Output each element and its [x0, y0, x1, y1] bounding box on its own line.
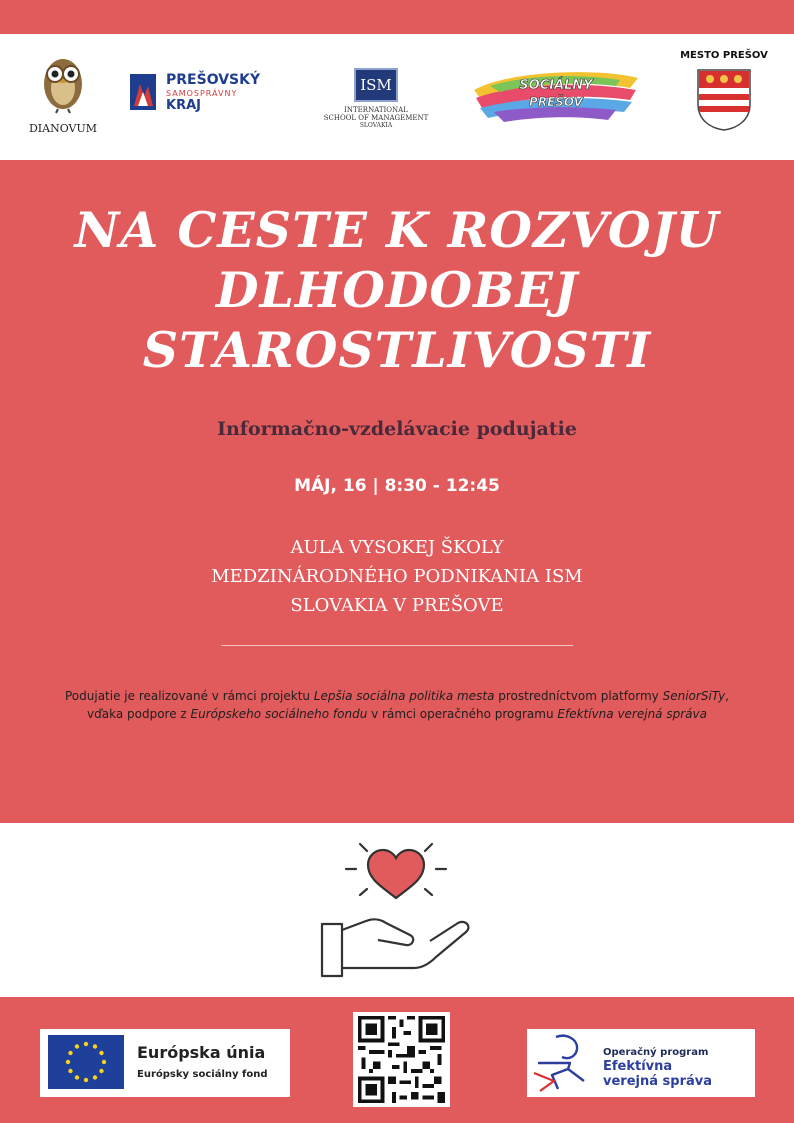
qr-code — [353, 1012, 450, 1107]
eu-label: Európska únia — [137, 1043, 266, 1062]
mesto-label: MESTO PREŠOV — [680, 50, 768, 61]
note-project-name: Lepšia sociálna politika mesta — [313, 689, 495, 703]
note-program-name: Efektívna verejná správa — [557, 707, 707, 721]
venue-line-1: AULA VYSOKEJ ŠKOLY — [290, 537, 504, 558]
ism-mark-text: ISM — [360, 76, 392, 94]
coat-of-arms-icon — [696, 68, 752, 132]
event-datetime: MÁJ, 16 | 8:30 - 12:45 — [294, 476, 500, 496]
op-name-line2: verejná správa — [603, 1074, 713, 1089]
kraj-line3: KRAJ — [166, 98, 201, 113]
ism-line1: INTERNATIONAL — [344, 106, 408, 114]
socialny-presov-logo — [470, 64, 642, 126]
note-part-3: , vďaka podpore z — [87, 689, 729, 721]
op-name-line1: Efektívna — [603, 1059, 673, 1074]
ism-logo — [315, 68, 437, 136]
mesto-presov-logo — [676, 50, 772, 150]
note-platform-name: SeniorSiTy — [662, 689, 726, 703]
socialny-line1: SOCIÁLNY — [519, 78, 593, 93]
kraj-line2: SAMOSPRÁVNY — [166, 89, 238, 98]
heart-in-hand-icon — [312, 837, 482, 987]
presov-kraj-logo — [130, 72, 295, 114]
ism-line2: SCHOOL OF MANAGEMENT — [323, 114, 429, 122]
icon-band — [0, 823, 794, 997]
dianovum-label: DIANOVUM — [28, 122, 98, 135]
top-band — [0, 0, 794, 34]
owl-icon — [28, 54, 98, 114]
logo-strip — [0, 34, 794, 160]
esf-label: Európsky sociálny fond — [137, 1069, 268, 1080]
footer — [0, 997, 794, 1123]
hand-icon — [322, 919, 468, 976]
socialny-line2: PREŠOV — [529, 95, 583, 109]
main-section — [0, 160, 794, 823]
event-subtitle: Informačno-vzdelávacie podujatie — [217, 418, 577, 440]
kraj-emblem-icon — [130, 74, 156, 110]
op-name — [603, 1059, 753, 1089]
title-line-2: DLHODOBEJ — [215, 261, 579, 319]
venue-line-3: SLOVAKIA V PREŠOVE — [290, 595, 504, 616]
venue-line-2: MEDZINÁRODNÉHO PODNIKANIA ISM — [211, 566, 583, 587]
title-line-3: STAROSTLIVOSTI — [142, 321, 652, 379]
eu-flag-icon — [48, 1035, 124, 1089]
heart-icon — [368, 850, 424, 898]
kraj-line1: PREŠOVSKÝ — [166, 72, 261, 88]
op-label: Operačný program — [603, 1047, 709, 1058]
note-part-2: prostredníctvom platformy — [494, 689, 663, 703]
op-figure-icon — [532, 1033, 592, 1095]
note-fund-name: Európskeho sociálneho fondu — [190, 707, 368, 721]
ism-line3: SLOVAKIA — [359, 122, 393, 129]
note-part-1: Podujatie je realizované v rámci projektu — [64, 689, 314, 703]
event-title — [0, 200, 794, 380]
project-note — [60, 687, 734, 723]
divider — [221, 645, 573, 646]
title-line-1: NA CESTE K ROZVOJU — [74, 201, 720, 259]
event-venue — [0, 533, 794, 620]
ism-caption — [315, 106, 437, 130]
note-part-4: v rámci operačného programu — [367, 707, 558, 721]
dianovum-logo — [28, 54, 98, 134]
ism-mark — [354, 68, 398, 102]
